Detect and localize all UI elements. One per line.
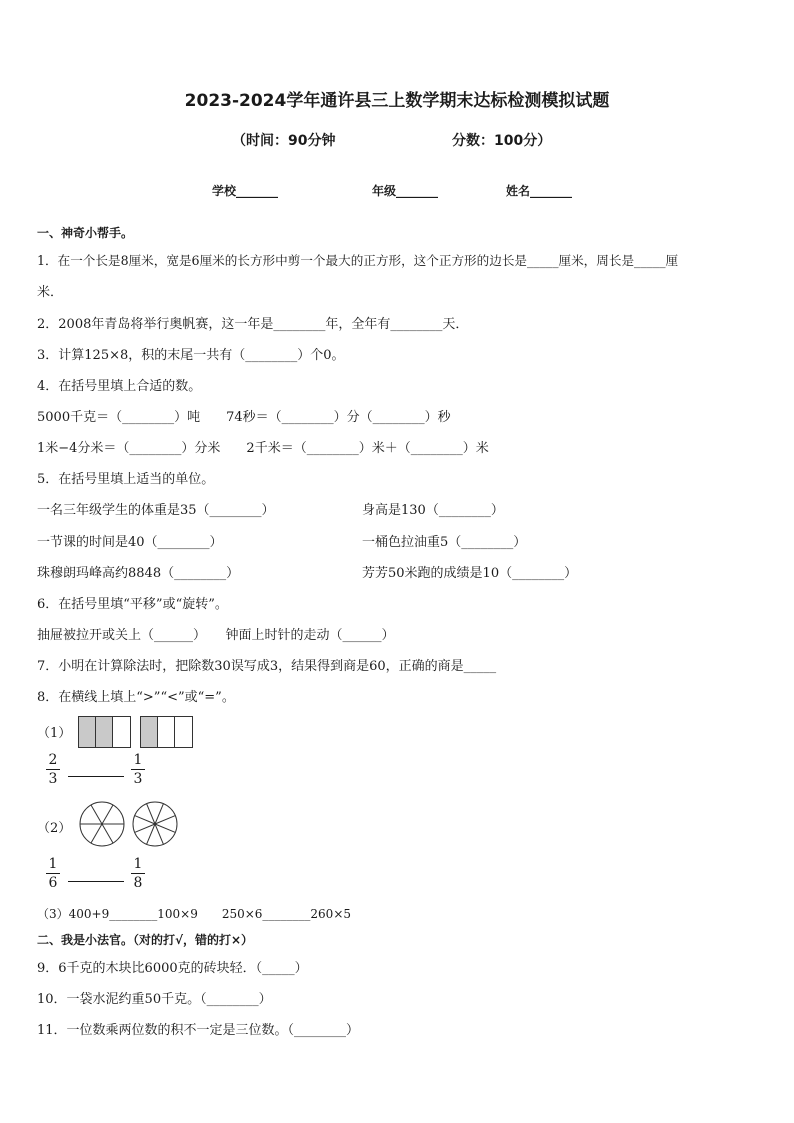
name-field: 姓名_______ (506, 184, 573, 198)
question-6: 6．在括号里填“平移”或“旋转”。 (37, 597, 228, 612)
page-title: 2023-2024学年通许县三上数学期末达标检测模拟试题 (184, 91, 610, 111)
question-1-cont: 米． (37, 285, 64, 300)
question-1: 1．在一个长是8厘米，宽是6厘米的长方形中剪一个最大的正方形，这个正方形的边长是_____厘米，周长是_____厘 (37, 253, 679, 268)
question-7: 7．小明在计算除法时，把除数30误写成3，结果得到商是60，正确的商是_____ (37, 659, 497, 674)
answer-line-2 (68, 881, 124, 882)
grade-field: 年级_______ (372, 184, 439, 198)
section-2-heading: 二、我是小法官。（对的打√，错的打×） (37, 933, 254, 947)
fraction-one-third: $\frac{1}{3}$ (131, 752, 145, 787)
circle-sixths (78, 800, 126, 848)
time-label: （时间：90分钟 (232, 133, 336, 149)
question-8-part-3: （3）400+9________100×9 250×6________260×5 (37, 907, 352, 921)
question-11: 11．一位数乘两位数的积不一定是三位数。（________） (37, 1023, 360, 1038)
question-8-part-2-label: （2） (37, 821, 72, 836)
question-6-row: 抽屉被拉开或关上（______） 钟面上时针的走动（______） (37, 628, 395, 643)
question-9: 9．6千克的木块比6000克的砖块轻．（_____） (37, 961, 308, 976)
question-3: 3．计算125×8，积的末尾一共有（________）个0。 (37, 348, 345, 363)
question-5-e: 珠穆朗玛峰高约8848（________） (37, 566, 240, 581)
rectangle-two-thirds (78, 716, 131, 748)
question-4-row-2: 1米−4分米＝（________）分米 2千米＝（________）米＋（________）米 (37, 441, 489, 456)
question-5: 5．在括号里填上适当的单位。 (37, 472, 215, 487)
question-5-b: 身高是130（________） (362, 503, 504, 518)
fraction-two-thirds: $\frac{2}{3}$ (46, 752, 60, 787)
rectangle-one-third (140, 716, 193, 748)
section-1-heading: 一、神奇小帮手。 (37, 226, 134, 240)
question-8-part-1-label: （1） (37, 726, 72, 741)
question-5-d: 一桶色拉油重5（________） (362, 535, 527, 550)
question-4: 4．在括号里填上合适的数。 (37, 379, 202, 394)
school-field: 学校_______ (212, 184, 279, 198)
answer-line-1 (68, 776, 124, 777)
score-label: 分数：100分） (452, 133, 552, 149)
question-4-row-1: 5000千克＝（________）吨 74秒＝（________）分（________）秒 (37, 410, 451, 425)
question-2: 2．2008年青岛将举行奥帆赛，这一年是________年，全年有________天． (37, 317, 469, 332)
fraction-one-sixth: $\frac{1}{6}$ (46, 856, 60, 891)
question-10: 10．一袋水泥约重50千克。（________） (37, 992, 272, 1007)
question-5-a: 一名三年级学生的体重是35（________） (37, 503, 275, 518)
circle-eighths (131, 800, 179, 848)
question-5-f: 芳芳50米跑的成绩是10（________） (362, 566, 578, 581)
question-5-c: 一节课的时间是40（________） (37, 535, 223, 550)
fraction-one-eighth: $\frac{1}{8}$ (131, 856, 145, 891)
question-8: 8．在横线上填上“>”“<”或“=”。 (37, 690, 235, 705)
